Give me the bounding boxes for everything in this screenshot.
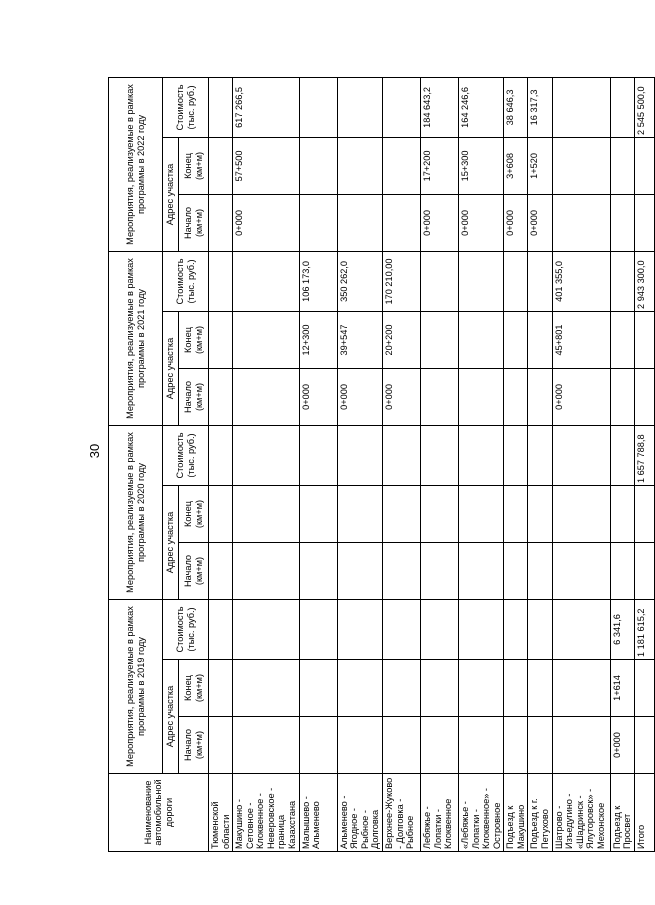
value-cell: [552, 137, 610, 194]
value-cell: 1 181 615,2: [634, 599, 654, 659]
table-body: [209, 77, 655, 851]
header-year-2022: Мероприятия, реализуемые в рамках программы в 2022 году: [109, 77, 163, 251]
value-cell: [504, 542, 528, 599]
value-cell: [209, 485, 233, 542]
value-cell: [552, 485, 610, 542]
value-cell: [420, 599, 458, 659]
value-cell: [634, 660, 654, 717]
table-row: [528, 77, 552, 851]
value-cell: 0+000: [299, 368, 337, 425]
value-cell: [458, 425, 503, 485]
value-cell: [209, 599, 233, 659]
value-cell: [233, 311, 299, 368]
road-name-cell: Макушино - Сетовное - Клоквенное - Неверовское - граница Казахстана: [233, 774, 299, 852]
value-cell: [382, 137, 420, 194]
header-year-2019: Мероприятия, реализуемые в рамках программы в 2019 году: [109, 599, 163, 773]
value-cell: [382, 717, 420, 774]
road-name-cell: Шатрово - Изъедугино - «Шадринск - Ялуторовск» - Мехонское: [552, 774, 610, 852]
value-cell: [337, 717, 382, 774]
road-name-cell: Лебяжье - Лопатки - Клоквенное: [420, 774, 458, 852]
value-cell: [299, 542, 337, 599]
road-program-table: [108, 77, 655, 852]
value-cell: [233, 717, 299, 774]
value-cell: [209, 717, 233, 774]
header-cost-2020: Стоимость (тыс. руб.): [163, 425, 209, 485]
table-row: [420, 77, 458, 851]
table-row: [209, 77, 233, 851]
table-row: [382, 77, 420, 851]
value-cell: [552, 717, 610, 774]
value-cell: 6 341,6: [610, 599, 634, 659]
value-cell: [420, 251, 458, 311]
value-cell: [420, 368, 458, 425]
value-cell: [458, 660, 503, 717]
value-cell: [337, 137, 382, 194]
value-cell: [610, 368, 634, 425]
value-cell: [634, 542, 654, 599]
value-cell: [634, 485, 654, 542]
value-cell: 106 173,0: [299, 251, 337, 311]
value-cell: 2 943 300,0: [634, 251, 654, 311]
header-start-2021: Начало (км+м): [179, 368, 209, 425]
value-cell: [233, 485, 299, 542]
value-cell: [209, 77, 233, 137]
value-cell: [382, 542, 420, 599]
value-cell: [209, 368, 233, 425]
value-cell: [299, 77, 337, 137]
page-number: 30: [87, 443, 102, 459]
value-cell: [552, 77, 610, 137]
table-row: [337, 77, 382, 851]
value-cell: 1+520: [528, 137, 552, 194]
value-cell: [299, 194, 337, 251]
table-row: [634, 77, 654, 851]
header-year-2021: Мероприятия, реализуемые в рамках программы в 2021 году: [109, 251, 163, 425]
header-end-2020: Конец (км+м): [179, 485, 209, 542]
road-name-cell: Подъезд к Макушино: [504, 774, 528, 852]
value-cell: [504, 660, 528, 717]
value-cell: [610, 137, 634, 194]
value-cell: 12+300: [299, 311, 337, 368]
value-cell: 45+801: [552, 311, 610, 368]
road-name-cell: Альменево - Ягодное - Рыбное - Долговка: [337, 774, 382, 852]
value-cell: [528, 368, 552, 425]
header-cost-2022: Стоимость (тыс. руб.): [163, 77, 209, 137]
value-cell: [634, 717, 654, 774]
value-cell: 0+000: [552, 368, 610, 425]
value-cell: 57+500: [233, 137, 299, 194]
value-cell: [382, 194, 420, 251]
value-cell: 39+547: [337, 311, 382, 368]
value-cell: [209, 542, 233, 599]
value-cell: [528, 311, 552, 368]
value-cell: [209, 311, 233, 368]
value-cell: [209, 660, 233, 717]
value-cell: [299, 660, 337, 717]
value-cell: [209, 251, 233, 311]
value-cell: 2 545 500,0: [634, 77, 654, 137]
value-cell: [528, 717, 552, 774]
header-address-2020: Адрес участка: [163, 485, 179, 599]
road-name-cell: Подъезд к Просвет: [610, 774, 634, 852]
value-cell: [209, 194, 233, 251]
value-cell: [299, 485, 337, 542]
header-address-2022: Адрес участка: [163, 137, 179, 251]
value-cell: 0+000: [337, 368, 382, 425]
value-cell: [528, 660, 552, 717]
value-cell: [337, 660, 382, 717]
value-cell: [299, 599, 337, 659]
value-cell: [610, 485, 634, 542]
value-cell: 0+000: [420, 194, 458, 251]
header-start-2022: Начало (км+м): [179, 194, 209, 251]
value-cell: [382, 660, 420, 717]
header-address-2021: Адрес участка: [163, 311, 179, 425]
table-row: [610, 77, 634, 851]
value-cell: [634, 194, 654, 251]
value-cell: [634, 311, 654, 368]
value-cell: [382, 599, 420, 659]
value-cell: [209, 137, 233, 194]
value-cell: 1+614: [610, 660, 634, 717]
value-cell: 617 266,5: [233, 77, 299, 137]
value-cell: [337, 194, 382, 251]
value-cell: [233, 542, 299, 599]
value-cell: 16 317,3: [528, 77, 552, 137]
value-cell: [610, 251, 634, 311]
value-cell: [337, 425, 382, 485]
value-cell: 38 646,3: [504, 77, 528, 137]
value-cell: [528, 425, 552, 485]
header-start-2019: Начало (км+м): [179, 717, 209, 774]
value-cell: [337, 485, 382, 542]
header-end-2021: Конец (км+м): [179, 311, 209, 368]
value-cell: 1 657 788,8: [634, 425, 654, 485]
value-cell: [552, 194, 610, 251]
rotated-table-container: [108, 78, 646, 852]
value-cell: [420, 542, 458, 599]
table-row: [458, 77, 503, 851]
value-cell: [610, 311, 634, 368]
value-cell: [552, 542, 610, 599]
value-cell: [420, 425, 458, 485]
value-cell: 164 246,6: [458, 77, 503, 137]
value-cell: [233, 599, 299, 659]
header-year-2020: Мероприятия, реализуемые в рамках программы в 2020 году: [109, 425, 163, 599]
value-cell: [458, 311, 503, 368]
road-name-cell: «Лебяжье - Лопатки - Клоквенное» - Островное: [458, 774, 503, 852]
value-cell: 15+300: [458, 137, 503, 194]
header-start-2020: Начало (км+м): [179, 542, 209, 599]
value-cell: [209, 425, 233, 485]
table-row: [299, 77, 337, 851]
value-cell: [552, 599, 610, 659]
value-cell: [504, 485, 528, 542]
value-cell: [504, 599, 528, 659]
value-cell: [552, 660, 610, 717]
value-cell: [610, 425, 634, 485]
road-name-cell: Малышево - Альменево: [299, 774, 337, 852]
value-cell: [458, 251, 503, 311]
value-cell: [233, 425, 299, 485]
value-cell: 0+000: [233, 194, 299, 251]
value-cell: 3+608: [504, 137, 528, 194]
value-cell: [420, 717, 458, 774]
value-cell: 401 355,0: [552, 251, 610, 311]
value-cell: 0+000: [504, 194, 528, 251]
value-cell: [528, 542, 552, 599]
value-cell: [420, 311, 458, 368]
value-cell: [382, 425, 420, 485]
value-cell: [528, 485, 552, 542]
value-cell: [337, 599, 382, 659]
road-name-cell: Подъезд к г. Петухово: [528, 774, 552, 852]
table-row: [552, 77, 610, 851]
value-cell: [634, 137, 654, 194]
value-cell: [382, 77, 420, 137]
value-cell: [504, 311, 528, 368]
value-cell: [552, 425, 610, 485]
header-cost-2021: Стоимость (тыс. руб.): [163, 251, 209, 311]
road-name-cell: Тюменской области: [209, 774, 233, 852]
value-cell: [233, 368, 299, 425]
value-cell: [504, 251, 528, 311]
value-cell: [233, 660, 299, 717]
header-end-2019: Конец (км+м): [179, 660, 209, 717]
header-address-2019: Адрес участка: [163, 660, 179, 774]
value-cell: [337, 542, 382, 599]
value-cell: [528, 599, 552, 659]
value-cell: [458, 485, 503, 542]
value-cell: [420, 485, 458, 542]
road-name-cell: Верхнее-Жуково - Долговка - Рыбное: [382, 774, 420, 852]
value-cell: 350 262,0: [337, 251, 382, 311]
value-cell: [634, 368, 654, 425]
value-cell: [504, 425, 528, 485]
value-cell: [420, 660, 458, 717]
value-cell: [299, 137, 337, 194]
value-cell: 0+000: [458, 194, 503, 251]
value-cell: 0+000: [610, 717, 634, 774]
value-cell: [610, 194, 634, 251]
road-name-cell: Итого: [634, 774, 654, 852]
value-cell: 17+200: [420, 137, 458, 194]
value-cell: [337, 77, 382, 137]
value-cell: 20+200: [382, 311, 420, 368]
header-end-2022: Конец (км+м): [179, 137, 209, 194]
value-cell: 0+000: [382, 368, 420, 425]
value-cell: [458, 717, 503, 774]
value-cell: [382, 485, 420, 542]
value-cell: [299, 717, 337, 774]
value-cell: [458, 599, 503, 659]
value-cell: [528, 251, 552, 311]
value-cell: [458, 542, 503, 599]
value-cell: [504, 368, 528, 425]
value-cell: [458, 368, 503, 425]
value-cell: [233, 251, 299, 311]
value-cell: 184 643,2: [420, 77, 458, 137]
value-cell: 170 210,00: [382, 251, 420, 311]
value-cell: [610, 77, 634, 137]
value-cell: [299, 425, 337, 485]
table-row: [504, 77, 528, 851]
value-cell: 0+000: [528, 194, 552, 251]
value-cell: [610, 542, 634, 599]
table-row: [233, 77, 299, 851]
header-road-name: Наименование автомобильной дороги: [109, 774, 209, 852]
value-cell: [504, 717, 528, 774]
header-cost-2019: Стоимость (тыс. руб.): [163, 599, 209, 659]
